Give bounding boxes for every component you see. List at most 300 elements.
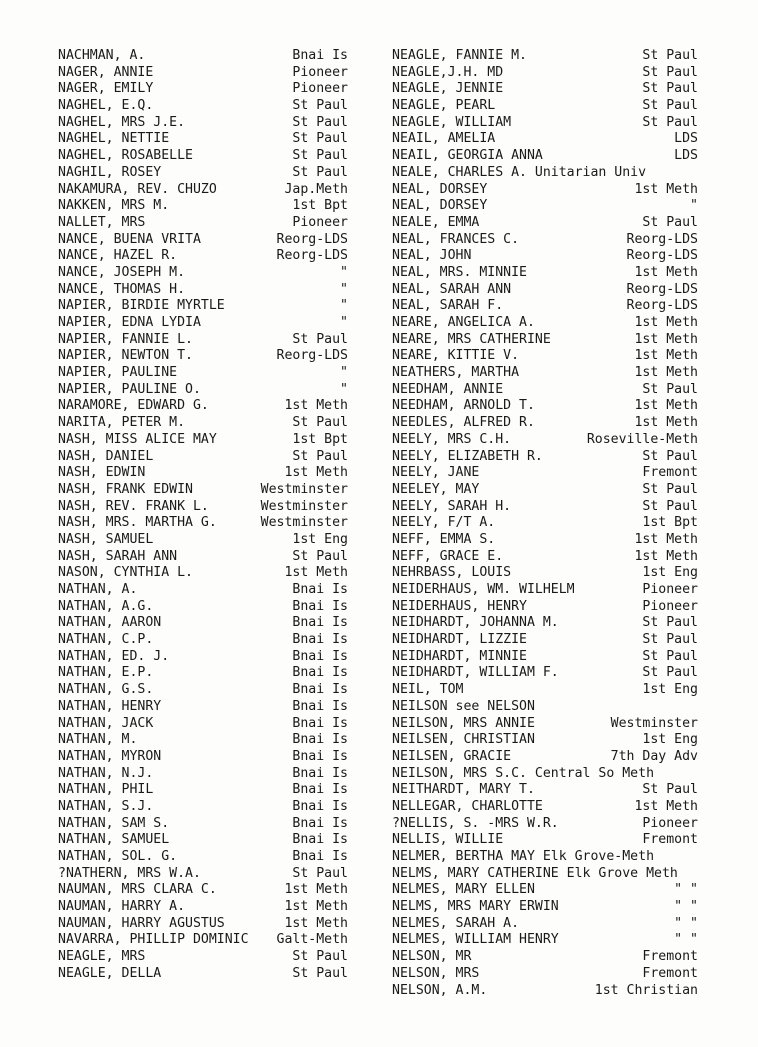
list-item bbox=[392, 832, 722, 849]
entry-name: NEELY, F/T A. bbox=[392, 515, 496, 531]
list-item bbox=[392, 732, 722, 749]
entry-name: NEATHERS, MARTHA bbox=[392, 365, 520, 381]
entry-affiliation: St Paul bbox=[642, 81, 698, 97]
entry-name: NAUMAN, HARRY AGUSTUS bbox=[58, 915, 225, 931]
entry-affiliation: St Paul bbox=[642, 481, 698, 497]
entry-name: NAGER, ANNIE bbox=[58, 64, 154, 80]
entry-affiliation: 1st Christian bbox=[594, 982, 698, 998]
entry-affiliation: " bbox=[340, 315, 348, 330]
entry-name: NATHAN, SOL. G. bbox=[58, 849, 178, 864]
list-item bbox=[392, 248, 722, 265]
entry-affiliation: Jap.Meth bbox=[284, 181, 348, 197]
entry-name: NAKAMURA, REV. CHUZO bbox=[58, 181, 217, 197]
entry-name: NATHAN, M. bbox=[58, 732, 138, 748]
entry-affiliation: 1st Eng bbox=[642, 732, 698, 748]
entry-affiliation: Bnai Is bbox=[292, 615, 348, 631]
entry-affiliation: St Paul bbox=[642, 214, 698, 230]
entry-name: NEILSEN, CHRISTIAN bbox=[392, 732, 535, 748]
entry-affiliation: Westminster bbox=[610, 715, 698, 731]
entry-affiliation: St Paul bbox=[292, 331, 348, 347]
list-item bbox=[58, 932, 358, 949]
list-item bbox=[392, 465, 722, 482]
entry-affiliation: 1st Meth bbox=[634, 181, 698, 197]
entry-affiliation: 1st Meth bbox=[634, 798, 698, 814]
entry-name: NEAGLE,J.H. MD bbox=[392, 64, 504, 80]
list-item bbox=[58, 766, 358, 783]
entry-name: NATHAN, G.S. bbox=[58, 682, 154, 698]
entry-affiliation: 1st Meth bbox=[634, 348, 698, 364]
entry-name: NEAGLE, PEARL bbox=[392, 98, 496, 114]
entry-name: NEARE, KITTIE V. bbox=[392, 348, 520, 364]
entry-affiliation: St Paul bbox=[292, 164, 348, 180]
list-item bbox=[58, 131, 358, 148]
entry-affiliation: Pioneer bbox=[292, 81, 348, 97]
list-item bbox=[58, 515, 358, 532]
list-item bbox=[58, 732, 358, 749]
list-item bbox=[58, 365, 358, 382]
entry-name: NAPIER, NEWTON T. bbox=[58, 348, 193, 364]
entry-name: NEAGLE, FANNIE M. bbox=[392, 48, 527, 63]
entry-affiliation: " " bbox=[674, 899, 698, 915]
entry-name: NAPIER, BIRDIE MYRTLE bbox=[58, 298, 225, 314]
entry-affiliation: 1st Meth bbox=[634, 365, 698, 381]
entry-affiliation: St Paul bbox=[642, 782, 698, 798]
entry-name: NANCE, HAZEL R. bbox=[58, 248, 178, 264]
list-item bbox=[392, 382, 722, 399]
list-item bbox=[58, 482, 358, 499]
entry-name: NAGHEL, MRS J.E. bbox=[58, 114, 186, 130]
entry-affiliation: 1st Bpt bbox=[642, 515, 698, 531]
entry-name: NEIL, TOM bbox=[392, 682, 464, 698]
list-item bbox=[58, 532, 358, 549]
entry-affiliation: St Paul bbox=[642, 114, 698, 130]
list-item bbox=[392, 482, 722, 499]
list-item bbox=[58, 182, 358, 199]
list-item bbox=[392, 165, 722, 182]
list-item bbox=[392, 799, 722, 816]
entry-affiliation: 1st Meth bbox=[634, 548, 698, 564]
list-item bbox=[392, 98, 722, 115]
entry-affiliation: Bnai Is bbox=[292, 765, 348, 781]
entry-name: NEILSEN, GRACIE bbox=[392, 748, 512, 764]
list-item bbox=[392, 65, 722, 82]
entry-name: NELMES, SARAH A. bbox=[392, 915, 520, 931]
entry-affiliation: 1st Eng bbox=[642, 682, 698, 698]
entry-affiliation: 1st Meth bbox=[634, 331, 698, 347]
entry-name: NEAL, SARAH F. bbox=[392, 298, 504, 314]
entry-affiliation: 1st Bpt bbox=[292, 431, 348, 447]
list-item bbox=[58, 282, 358, 299]
entry-name: NEIDHARDT, LIZZIE bbox=[392, 632, 527, 648]
list-item bbox=[392, 315, 722, 332]
list-item bbox=[392, 198, 722, 215]
entry-affiliation: LDS bbox=[674, 148, 698, 164]
entry-name: NATHAN, SAMUEL bbox=[58, 832, 170, 848]
entry-affiliation: Bnai Is bbox=[292, 798, 348, 814]
list-item bbox=[58, 649, 358, 666]
entry-affiliation: 1st Eng bbox=[642, 565, 698, 581]
entry-name: NAGHEL, NETTIE bbox=[58, 131, 170, 147]
list-item bbox=[392, 665, 722, 682]
entry-affiliation: 1st Meth bbox=[284, 915, 348, 931]
list-item bbox=[58, 816, 358, 833]
entry-name: NEAGLE, WILLIAM bbox=[392, 114, 512, 130]
list-item bbox=[58, 332, 358, 349]
list-item bbox=[58, 866, 358, 883]
list-item bbox=[392, 582, 722, 599]
entry-name: NEILSON see NELSON bbox=[392, 698, 535, 714]
entry-name: NATHAN, PHIL bbox=[58, 782, 154, 798]
entry-affiliation: 1st Meth bbox=[284, 899, 348, 915]
entry-name: NATHAN, E.P. bbox=[58, 665, 154, 681]
list-item bbox=[392, 449, 722, 466]
list-item bbox=[392, 949, 722, 966]
entry-affiliation: Reorg-LDS bbox=[276, 231, 348, 247]
entry-name: NATHAN, S.J. bbox=[58, 798, 154, 814]
entry-affiliation: Reorg-LDS bbox=[626, 298, 698, 314]
entry-name: NEIDHARDT, MINNIE bbox=[392, 648, 527, 664]
entry-name: NASON, CYNTHIA L. bbox=[58, 565, 193, 581]
list-item bbox=[58, 115, 358, 132]
entry-affiliation: St Paul bbox=[642, 632, 698, 648]
entry-name: NEAL, SARAH ANN bbox=[392, 281, 512, 297]
list-item bbox=[392, 415, 722, 432]
entry-name: NEELEY, MAY bbox=[392, 481, 480, 497]
entry-name: NELLIS, WILLIE bbox=[392, 832, 504, 848]
entry-affiliation: St Paul bbox=[642, 498, 698, 514]
list-item bbox=[392, 565, 722, 582]
list-item bbox=[58, 665, 358, 682]
entry-name: NAPIER, FANNIE L. bbox=[58, 331, 193, 347]
list-item bbox=[58, 632, 358, 649]
right-column bbox=[392, 48, 722, 999]
entry-affiliation: St Paul bbox=[292, 448, 348, 464]
entry-name: NEITHARDT, MARY T. bbox=[392, 782, 535, 798]
list-item bbox=[58, 966, 358, 983]
list-item bbox=[58, 265, 358, 282]
entry-affiliation: 1st Meth bbox=[634, 398, 698, 414]
entry-name: NEIDERHAUS, HENRY bbox=[392, 598, 527, 614]
entry-name: NATHAN, A. bbox=[58, 582, 138, 597]
entry-name: NELMES, MARY ELLEN bbox=[392, 882, 535, 898]
list-item bbox=[58, 882, 358, 899]
entry-name: ?NELLIS, S. -MRS W.R. bbox=[392, 815, 559, 831]
entry-affiliation: Bnai Is bbox=[292, 832, 348, 848]
list-item bbox=[58, 749, 358, 766]
entry-affiliation: 1st Meth bbox=[284, 465, 348, 481]
entry-affiliation: " bbox=[340, 281, 348, 297]
entry-affiliation: Westminster bbox=[260, 515, 348, 531]
list-item bbox=[58, 849, 358, 866]
list-item bbox=[58, 716, 358, 733]
entry-name: NARAMORE, EDWARD G. bbox=[58, 398, 209, 414]
entry-affiliation: St Paul bbox=[642, 98, 698, 114]
list-item bbox=[58, 432, 358, 449]
entry-name: NEAIL, AMELIA bbox=[392, 131, 496, 147]
entry-name: NEEDHAM, ARNOLD T. bbox=[392, 398, 535, 414]
entry-affiliation: " bbox=[340, 365, 348, 381]
list-item bbox=[58, 415, 358, 432]
list-item bbox=[392, 599, 722, 616]
entry-affiliation: Bnai Is bbox=[292, 582, 348, 597]
entry-affiliation: Pioneer bbox=[642, 598, 698, 614]
list-item bbox=[58, 949, 358, 966]
list-item bbox=[392, 499, 722, 516]
entry-affiliation: Bnai Is bbox=[292, 665, 348, 681]
entry-affiliation: St Paul bbox=[292, 965, 348, 981]
entry-name: NEEDHAM, ANNIE bbox=[392, 381, 504, 397]
entry-name: NAGHIL, ROSEY bbox=[58, 164, 162, 180]
entry-affiliation: Reorg-LDS bbox=[276, 348, 348, 364]
list-item bbox=[58, 699, 358, 716]
entry-name: NEHRBASS, LOUIS bbox=[392, 565, 512, 581]
entry-name: NELMER, BERTHA MAY Elk Grove-Meth bbox=[392, 849, 655, 864]
list-item bbox=[392, 432, 722, 449]
entry-affiliation: Roseville-Meth bbox=[586, 431, 698, 447]
list-item bbox=[392, 365, 722, 382]
entry-affiliation: 1st Eng bbox=[292, 531, 348, 547]
entry-affiliation: Bnai Is bbox=[292, 732, 348, 748]
entry-name: NEFF, EMMA S. bbox=[392, 531, 496, 547]
entry-name: NEELY, MRS C.H. bbox=[392, 431, 512, 447]
list-item bbox=[58, 98, 358, 115]
entry-name: NEALE, CHARLES A. Unitarian Univ bbox=[392, 164, 647, 180]
entry-affiliation: Reorg-LDS bbox=[626, 248, 698, 264]
entry-name: NEILSON, MRS ANNIE bbox=[392, 715, 535, 731]
entry-affiliation: 1st Meth bbox=[634, 415, 698, 431]
list-item bbox=[392, 782, 722, 799]
entry-name: NANCE, JOSEPH M. bbox=[58, 264, 186, 280]
entry-affiliation: St Paul bbox=[292, 131, 348, 147]
entry-name: NELSON, MRS bbox=[392, 965, 480, 981]
list-item bbox=[58, 549, 358, 566]
entry-affiliation: St Paul bbox=[642, 48, 698, 63]
entry-name: NEIDHARDT, WILLIAM F. bbox=[392, 665, 559, 681]
entry-name: NEAGLE, DELLA bbox=[58, 965, 162, 981]
list-item bbox=[58, 682, 358, 699]
entry-name: NELMES, WILLIAM HENRY bbox=[392, 932, 559, 948]
entry-affiliation: 1st Meth bbox=[284, 565, 348, 581]
entry-name: NAPIER, PAULINE O. bbox=[58, 381, 201, 397]
entry-name: NEAL, DORSEY bbox=[392, 198, 488, 214]
entry-affiliation: Bnai Is bbox=[292, 849, 348, 864]
entry-affiliation: St Paul bbox=[642, 648, 698, 664]
list-item bbox=[58, 215, 358, 232]
list-item bbox=[392, 682, 722, 699]
list-item bbox=[392, 115, 722, 132]
entry-name: NEELY, JANE bbox=[392, 465, 480, 481]
list-item bbox=[392, 265, 722, 282]
entry-affiliation: Bnai Is bbox=[292, 815, 348, 831]
list-item bbox=[58, 599, 358, 616]
entry-affiliation: " bbox=[340, 298, 348, 314]
list-item bbox=[392, 983, 722, 1000]
list-item bbox=[58, 615, 358, 632]
entry-name: NASH, REV. FRANK L. bbox=[58, 498, 209, 514]
list-item bbox=[392, 966, 722, 983]
list-item bbox=[58, 298, 358, 315]
entry-name: NALLET, MRS bbox=[58, 214, 146, 230]
list-item bbox=[58, 782, 358, 799]
entry-name: NAGER, EMILY bbox=[58, 81, 154, 97]
entry-name: NELSON, MR bbox=[392, 949, 472, 965]
entry-affiliation: 1st Meth bbox=[634, 315, 698, 330]
entry-affiliation: Westminster bbox=[260, 498, 348, 514]
entry-name: NEAL, DORSEY bbox=[392, 181, 488, 197]
list-item bbox=[58, 81, 358, 98]
entry-name: NEIDERHAUS, WM. WILHELM bbox=[392, 582, 575, 597]
entry-name: NEARE, ANGELICA A. bbox=[392, 315, 535, 330]
list-item bbox=[392, 48, 722, 65]
list-item bbox=[58, 348, 358, 365]
list-item bbox=[58, 315, 358, 332]
entry-name: NEAL, FRANCES C. bbox=[392, 231, 520, 247]
entry-affiliation: Pioneer bbox=[292, 214, 348, 230]
list-item bbox=[392, 215, 722, 232]
list-item bbox=[392, 699, 722, 716]
entry-name: NEALE, EMMA bbox=[392, 214, 480, 230]
list-item bbox=[392, 849, 722, 866]
list-item bbox=[58, 382, 358, 399]
entry-name: NEAGLE, JENNIE bbox=[392, 81, 504, 97]
list-item bbox=[392, 766, 722, 783]
entry-affiliation: 1st Meth bbox=[284, 398, 348, 414]
entry-name: NASH, EDWIN bbox=[58, 465, 146, 481]
list-item bbox=[392, 148, 722, 165]
entry-affiliation: Bnai Is bbox=[292, 632, 348, 648]
entry-name: NAUMAN, HARRY A. bbox=[58, 899, 186, 915]
entry-name: NELMS, MRS MARY ERWIN bbox=[392, 899, 559, 915]
entry-name: NASH, SARAH ANN bbox=[58, 548, 178, 564]
entry-affiliation: St Paul bbox=[292, 415, 348, 431]
entry-name: NASH, MRS. MARTHA G. bbox=[58, 515, 217, 531]
list-item bbox=[58, 916, 358, 933]
entry-affiliation: Bnai Is bbox=[292, 48, 348, 63]
list-item bbox=[392, 282, 722, 299]
entry-name: NATHAN, AARON bbox=[58, 615, 162, 631]
list-item bbox=[392, 81, 722, 98]
entry-affiliation: " " bbox=[674, 932, 698, 948]
list-item bbox=[58, 899, 358, 916]
entry-name: NAGHEL, ROSABELLE bbox=[58, 148, 193, 164]
entry-affiliation: Pioneer bbox=[292, 64, 348, 80]
entry-name: NAUMAN, MRS CLARA C. bbox=[58, 882, 217, 898]
list-item bbox=[392, 348, 722, 365]
list-item bbox=[58, 148, 358, 165]
list-item bbox=[58, 832, 358, 849]
list-item bbox=[58, 398, 358, 415]
entry-name: NARITA, PETER M. bbox=[58, 415, 186, 431]
entry-affiliation: Westminster bbox=[260, 481, 348, 497]
entry-name: NEAIL, GEORGIA ANNA bbox=[392, 148, 543, 164]
list-item bbox=[58, 48, 358, 65]
entry-affiliation: " bbox=[340, 381, 348, 397]
entry-name: NEAL, MRS. MINNIE bbox=[392, 264, 527, 280]
entry-affiliation: Pioneer bbox=[642, 582, 698, 597]
entry-name: NANCE, THOMAS H. bbox=[58, 281, 186, 297]
entry-name: NELMS, MARY CATHERINE Elk Grove Meth bbox=[392, 865, 678, 881]
entry-name: NATHAN, A.G. bbox=[58, 598, 154, 614]
entry-affiliation: St Paul bbox=[292, 865, 348, 881]
entry-affiliation: 1st Meth bbox=[634, 264, 698, 280]
list-item bbox=[58, 799, 358, 816]
left-column bbox=[58, 48, 358, 983]
entry-affiliation: St Paul bbox=[292, 548, 348, 564]
entry-name: NACHMAN, A. bbox=[58, 48, 146, 63]
entry-affiliation: Fremont bbox=[642, 465, 698, 481]
list-item bbox=[58, 248, 358, 265]
entry-affiliation: Bnai Is bbox=[292, 782, 348, 798]
entry-name: NELSON, A.M. bbox=[392, 982, 488, 998]
list-item bbox=[392, 916, 722, 933]
entry-name: NATHAN, MYRON bbox=[58, 748, 162, 764]
list-item bbox=[58, 65, 358, 82]
entry-affiliation: LDS bbox=[674, 131, 698, 147]
list-item bbox=[392, 866, 722, 883]
list-item bbox=[392, 932, 722, 949]
entry-name: NATHAN, SAM S. bbox=[58, 815, 170, 831]
entry-affiliation: St Paul bbox=[292, 98, 348, 114]
entry-name: NASH, MISS ALICE MAY bbox=[58, 431, 217, 447]
list-item bbox=[58, 565, 358, 582]
entry-name: NEEDLES, ALFRED R. bbox=[392, 415, 535, 431]
entry-affiliation: 7th Day Adv bbox=[610, 748, 698, 764]
list-item bbox=[392, 298, 722, 315]
list-item bbox=[392, 532, 722, 549]
entry-affiliation: Bnai Is bbox=[292, 698, 348, 714]
entry-name: NEFF, GRACE E. bbox=[392, 548, 504, 564]
entry-name: NATHAN, HENRY bbox=[58, 698, 162, 714]
list-item bbox=[392, 332, 722, 349]
entry-name: NANCE, BUENA VRITA bbox=[58, 231, 201, 247]
entry-name: NATHAN, ED. J. bbox=[58, 648, 170, 664]
entry-name: NASH, SAMUEL bbox=[58, 531, 154, 547]
list-item bbox=[58, 449, 358, 466]
list-item bbox=[392, 882, 722, 899]
list-item bbox=[392, 899, 722, 916]
entry-affiliation: " bbox=[340, 264, 348, 280]
list-item bbox=[58, 232, 358, 249]
entry-affiliation: St Paul bbox=[292, 148, 348, 164]
entry-name: NASH, DANIEL bbox=[58, 448, 154, 464]
entry-name: NATHAN, JACK bbox=[58, 715, 154, 731]
entry-affiliation: " bbox=[690, 198, 698, 214]
entry-affiliation: St Paul bbox=[642, 615, 698, 631]
entry-affiliation: Bnai Is bbox=[292, 715, 348, 731]
entry-affiliation: Reorg-LDS bbox=[626, 231, 698, 247]
entry-name: NASH, FRANK EDWIN bbox=[58, 481, 193, 497]
list-item bbox=[392, 649, 722, 666]
list-item bbox=[392, 515, 722, 532]
list-item bbox=[392, 632, 722, 649]
list-item bbox=[392, 232, 722, 249]
entry-affiliation: Reorg-LDS bbox=[626, 281, 698, 297]
entry-affiliation: " " bbox=[674, 882, 698, 898]
list-item bbox=[392, 716, 722, 733]
entry-name: NATHAN, N.J. bbox=[58, 765, 154, 781]
entry-affiliation: " " bbox=[674, 915, 698, 931]
entry-name: NELLEGAR, CHARLOTTE bbox=[392, 798, 543, 814]
list-item bbox=[58, 582, 358, 599]
entry-name: NAGHEL, E.Q. bbox=[58, 98, 154, 114]
entry-affiliation: 1st Meth bbox=[634, 531, 698, 547]
list-item bbox=[58, 465, 358, 482]
entry-name: NATHAN, C.P. bbox=[58, 632, 154, 648]
list-item bbox=[392, 131, 722, 148]
entry-name: NAPIER, EDNA LYDIA bbox=[58, 315, 201, 330]
entry-affiliation: Galt-Meth bbox=[276, 932, 348, 948]
entry-affiliation: St Paul bbox=[642, 665, 698, 681]
